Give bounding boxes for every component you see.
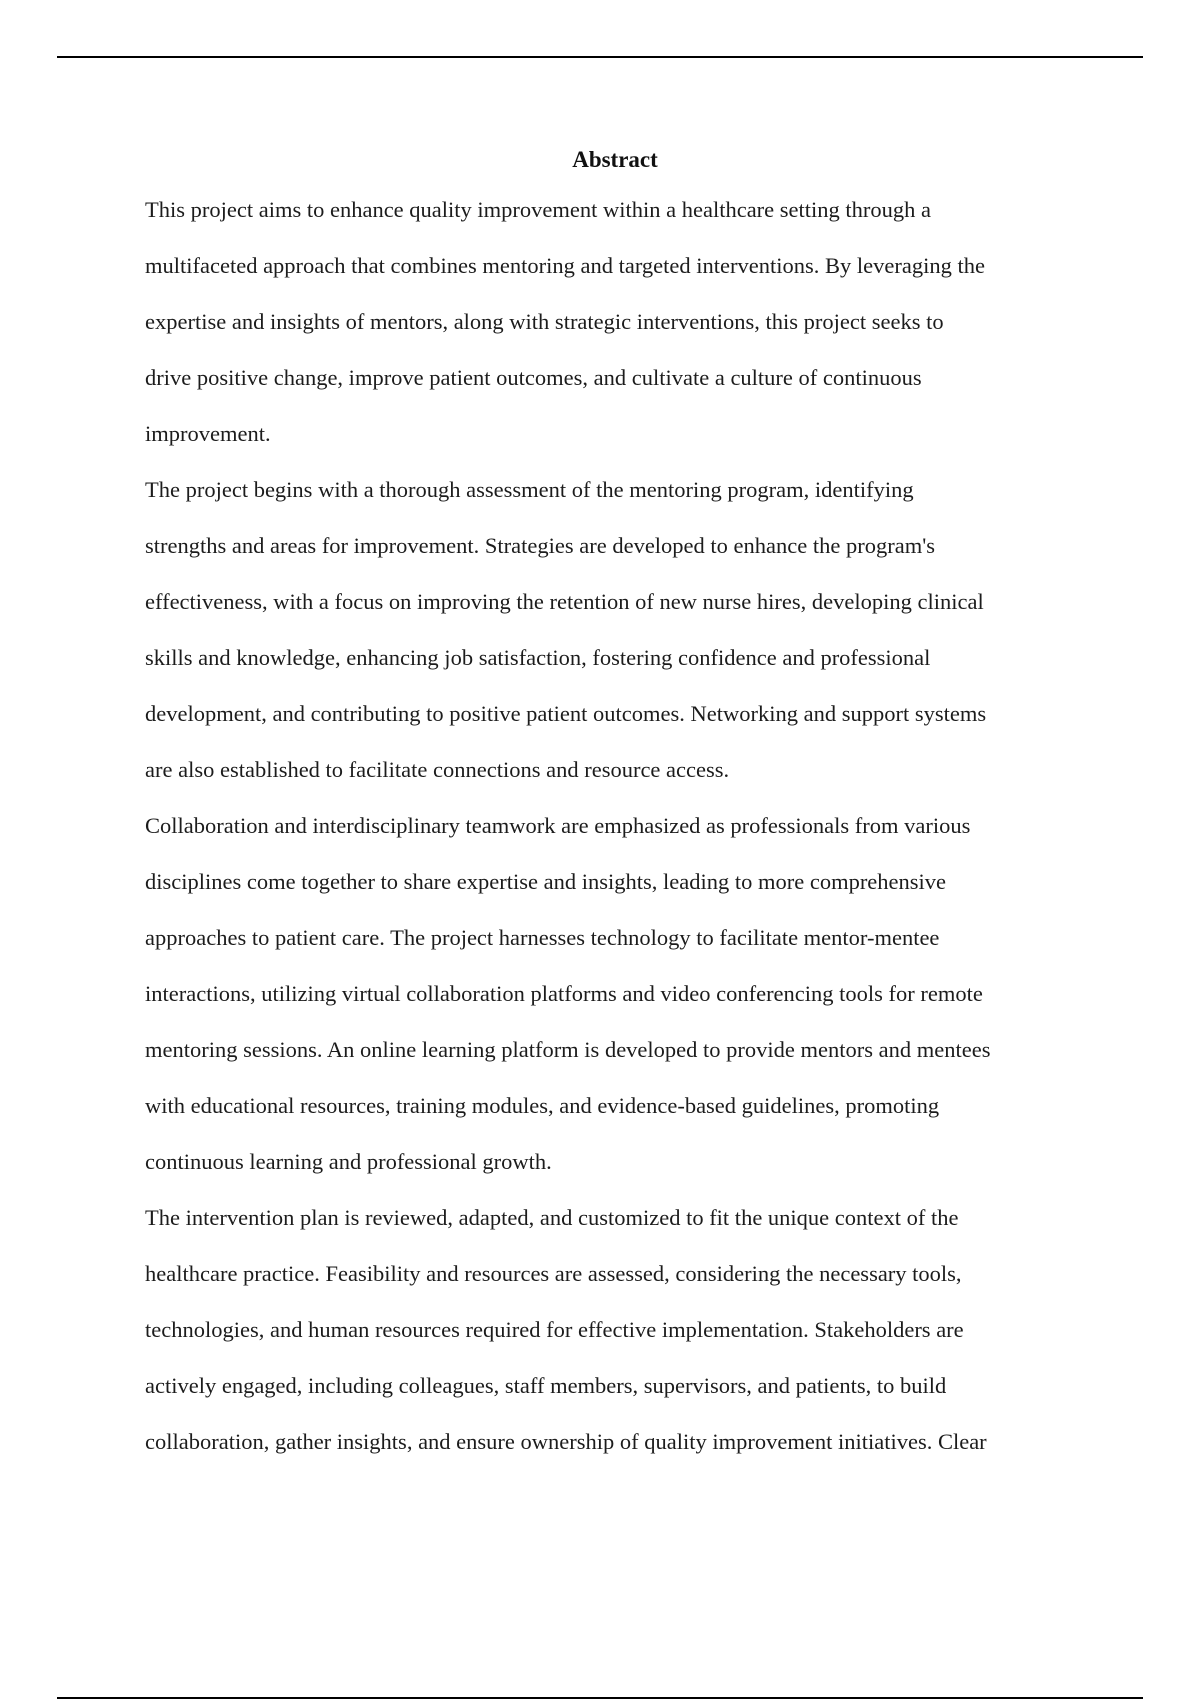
text-line: approaches to patient care. The project harnesses technology to facilitate mentor-mentee [145, 925, 940, 950]
text-line: The intervention plan is reviewed, adapted, and customized to fit the unique context of the [145, 1205, 959, 1230]
text-line: The project begins with a thorough assessment of the mentoring program, identifying [145, 477, 914, 502]
text-line: continuous learning and professional growth. [145, 1149, 552, 1174]
document-body [145, 140, 1085, 1470]
text-line: technologies, and human resources required for effective implementation. Stakeholders are [145, 1317, 964, 1342]
abstract-text [145, 182, 1085, 1470]
text-line: effectiveness, with a focus on improving the retention of new nurse hires, developing clinical [145, 589, 984, 614]
bottom-rule [57, 1697, 1143, 1699]
text-line: skills and knowledge, enhancing job satisfaction, fostering confidence and professional [145, 645, 931, 670]
text-line: healthcare practice. Feasibility and resources are assessed, considering the necessary tools, [145, 1261, 962, 1286]
text-line: This project aims to enhance quality improvement within a healthcare setting through a [145, 197, 932, 222]
text-line: mentoring sessions. An online learning platform is developed to provide mentors and mentees [145, 1037, 991, 1062]
text-line: with educational resources, training modules, and evidence-based guidelines, promoting [145, 1093, 940, 1118]
text-line: actively engaged, including colleagues, staff members, supervisors, and patients, to build [145, 1373, 947, 1398]
text-line: collaboration, gather insights, and ensure ownership of quality improvement initiatives. Clear [145, 1429, 987, 1454]
text-line: interactions, utilizing virtual collaboration platforms and video conferencing tools for remote [145, 981, 983, 1006]
text-line: are also established to facilitate connections and resource access. [145, 757, 730, 782]
text-line: drive positive change, improve patient outcomes, and cultivate a culture of continuous [145, 365, 922, 390]
text-line: disciplines come together to share expertise and insights, leading to more comprehensive [145, 869, 947, 894]
text-line: expertise and insights of mentors, along with strategic interventions, this project seeks to [145, 309, 944, 334]
text-line: Collaboration and interdisciplinary teamwork are emphasized as professionals from various [145, 813, 971, 838]
text-line: development, and contributing to positive patient outcomes. Networking and support systems [145, 701, 987, 726]
top-rule [57, 56, 1143, 58]
text-line: multifaceted approach that combines mentoring and targeted interventions. By leveraging the [145, 253, 985, 278]
text-line: improvement. [145, 421, 271, 446]
text-line: strengths and areas for improvement. Strategies are developed to enhance the program's [145, 533, 936, 558]
abstract-heading: Abstract [572, 147, 658, 172]
